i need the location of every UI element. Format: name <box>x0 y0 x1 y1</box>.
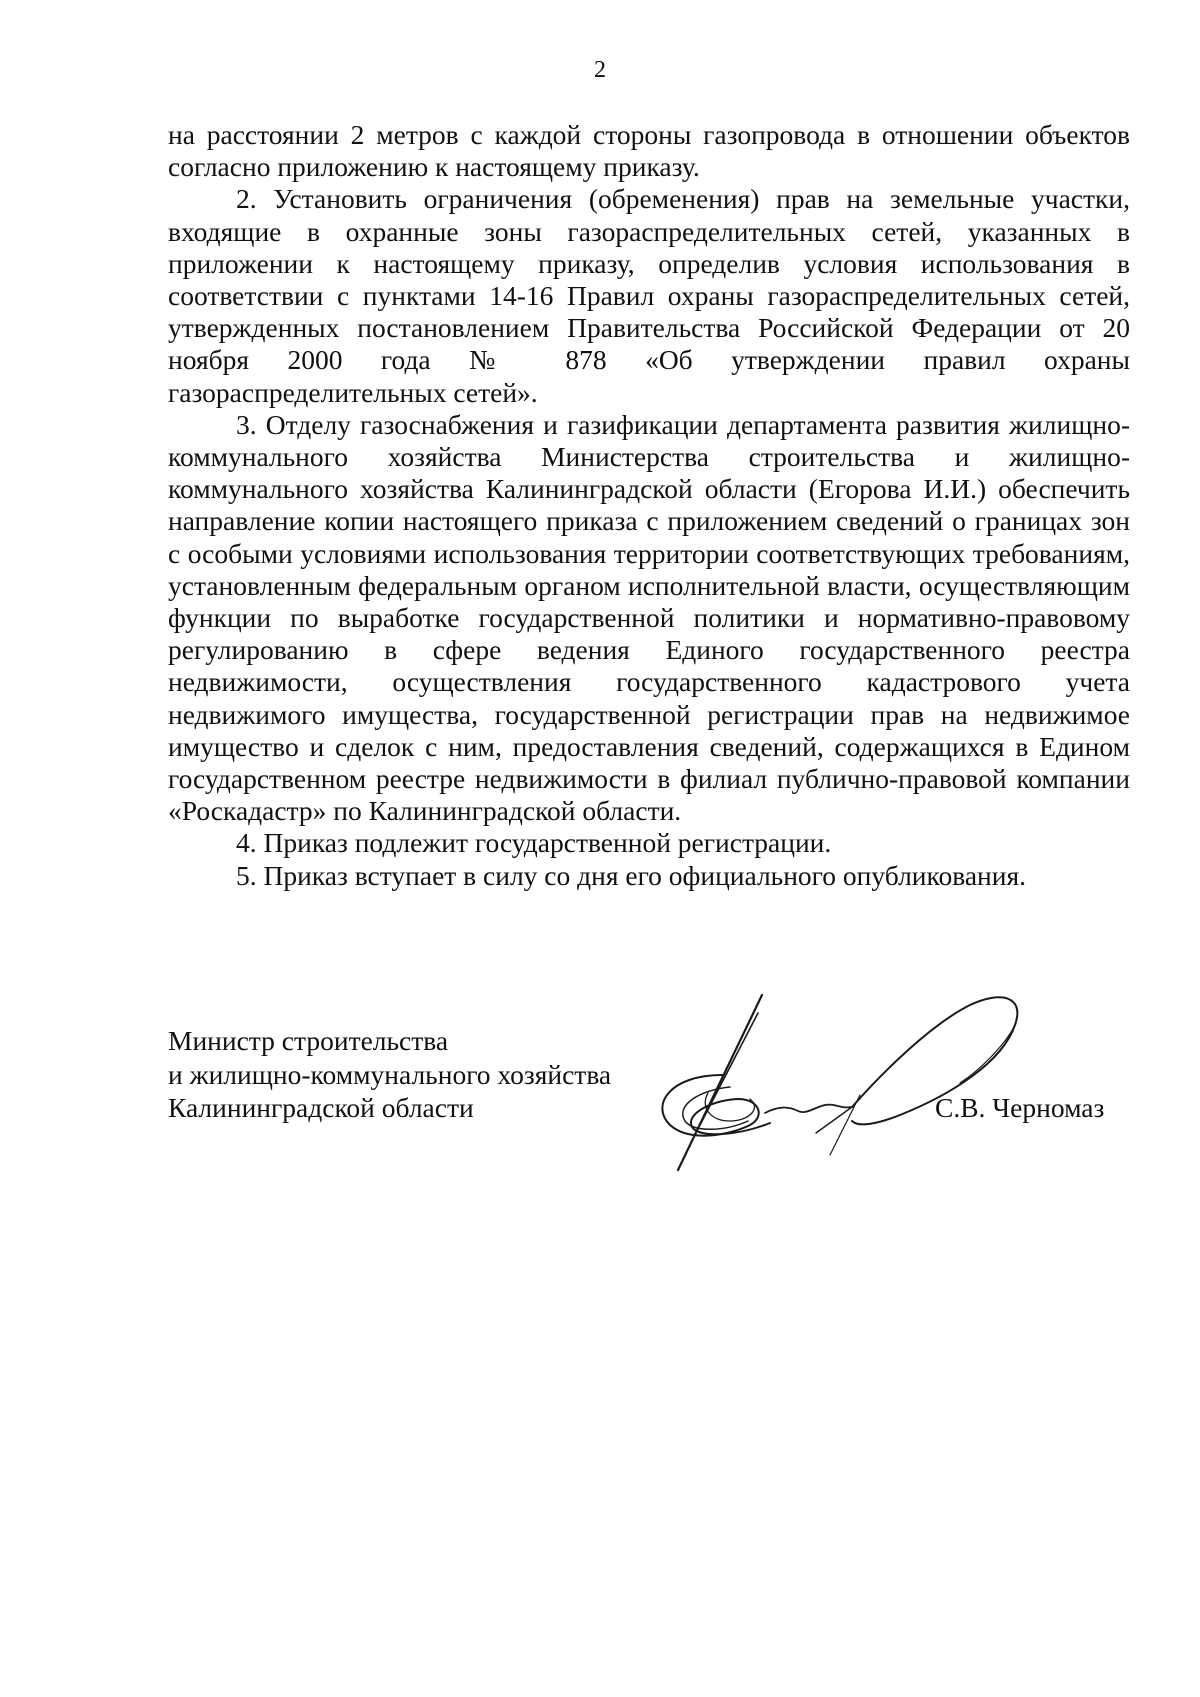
paragraph-continuation: на расстоянии 2 метров с каждой стороны газопровода в отношении объектов согласно приложению к настоящему приказу. <box>168 119 1130 183</box>
signatory-position-line: и жилищно-коммунального хозяйства <box>168 1058 612 1090</box>
signatory-name: С.В. Черномаз <box>935 1092 1105 1123</box>
paragraph-item-2: 2. Установить ограничения (обременения) прав на земельные участки, входящие в охранные зоны газораспределительных сетей, указанных в приложении к настоящему приказу, определив условия использования в соответствии с пунктами 14-16 Правил охраны газораспределительных сетей, утвержденных постановлением Правительства Российской Федерации от 20 ноября 2000 года № 878 «Об утверждении правил охраны газораспределительных сетей». <box>168 183 1130 408</box>
page-number: 2 <box>594 57 606 83</box>
paragraph-item-5: 5. Приказ вступает в силу со дня его официального опубликования. <box>236 859 1027 891</box>
document-body <box>168 119 1130 892</box>
paragraph-item-4: 4. Приказ подлежит государственной регистрации. <box>236 827 832 859</box>
handwritten-signature-icon <box>630 975 1090 1175</box>
paragraph-item-3: 3. Отделу газоснабжения и газификации департамента развития жилищно-коммунального хозяйства Министерства строительства и жилищно-коммунального хозяйства Калининградской области (Егорова И.И.) обеспечить направление копии настоящего приказа с приложением сведений о границах зон с особыми условиями использования территории соответствующих требованиям, установленным федеральным органом исполнительной власти, осуществляющим функции по выработке государственной политики и нормативно-правовому регулированию в сфере ведения Единого государственного реестра недвижимости, осуществления государственного кадастрового учета недвижимого имущества, государственной регистрации прав на недвижимое имущество и сделок с ним, предоставления сведений, содержащихся в Едином государственном реестре недвижимости в филиал публично-правовой компании «Роскадастр» по Калининградской области. <box>168 408 1130 827</box>
signatory-position <box>168 1024 611 1125</box>
signatory-position-line: Министр строительства <box>168 1025 449 1056</box>
signatory-position-line: Калининградской области <box>168 1092 474 1123</box>
